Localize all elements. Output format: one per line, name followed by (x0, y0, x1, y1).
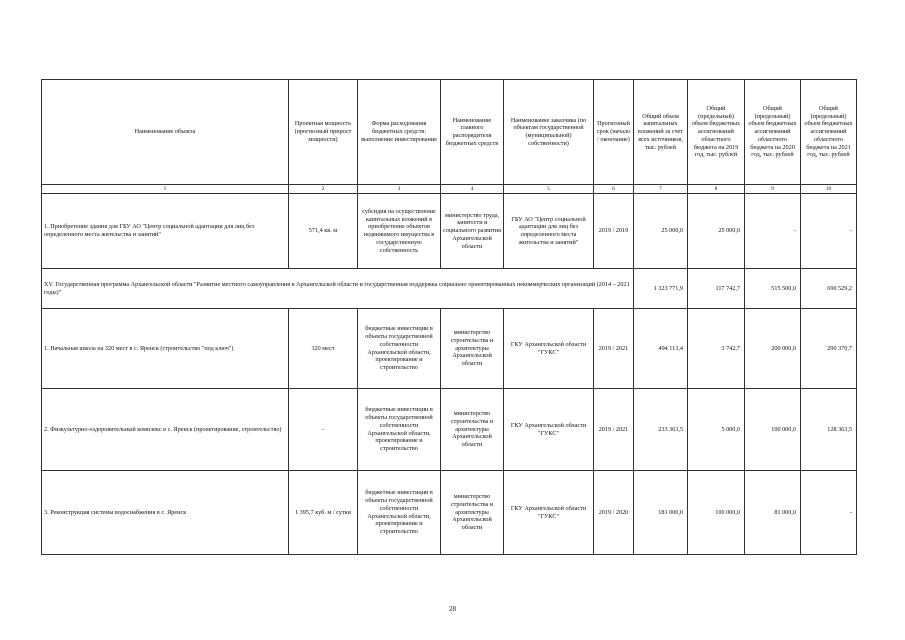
header-name: Наименование объекта (42, 80, 289, 185)
column-index: 10 (801, 185, 857, 194)
page-number: 28 (449, 605, 456, 613)
program-title: XV. Государственная программа Архангельской области "Развитие местного самоуправления в Архангельской области и государственная поддержка социально ориентированных некоммерческих организаций (2014 – 2021 годы)" (42, 269, 634, 309)
object-total: 25 000,0 (634, 194, 688, 269)
object-capacity: - (289, 389, 358, 471)
header-2019: Общий (предельный) объем бюджетных ассигнований областного бюджета на 2019 год, тыс. рублей (688, 80, 745, 185)
object-name: 1. Начальная школа на 320 мест в с. Яренск (строительство "под ключ") (42, 309, 289, 389)
object-term: 2019 / 2019 (594, 194, 634, 269)
object-2019: 25 000,0 (688, 194, 745, 269)
object-name: 3. Реконструкция системы водоснабжения в с. Яренск (42, 471, 289, 555)
column-index: 5 (504, 185, 594, 194)
object-capacity: 1 395,7 куб. м / сутки (289, 471, 358, 555)
object-form: бюджетные инвестиции в объекты государственной собственности Архангельской области, проектирование и строительство (358, 309, 441, 389)
column-index: 3 (358, 185, 441, 194)
object-manager: министерство труда, занятости и социального развития Архангельской области (441, 194, 504, 269)
program-2019: 117 742,7 (688, 269, 745, 309)
column-index: 1 (42, 185, 289, 194)
object-form: бюджетные инвестиции в объекты государственной собственности Архангельской области, проектирование и строительство (358, 389, 441, 471)
object-2019: 5 000,0 (688, 389, 745, 471)
object-2020: - (745, 194, 801, 269)
column-index: 7 (634, 185, 688, 194)
object-manager: министерство строительства и архитектуры Архангельской области (441, 471, 504, 555)
object-2020: 200 000,0 (745, 309, 801, 389)
object-name: 2. Физкультурно-оздоровительный комплекс в с. Яренск (проектирование, строительство) (42, 389, 289, 471)
program-2021: 690 529,2 (801, 269, 857, 309)
object-form: бюджетные инвестиции в объекты государственной собственности Архангельской области, проектирование и строительство (358, 471, 441, 555)
object-total: 181 000,0 (634, 471, 688, 555)
object-2021: 128 363,5 (801, 389, 857, 471)
object-capacity: 320 мест (289, 309, 358, 389)
column-index: 4 (441, 185, 504, 194)
header-term: Прогнозный срок (начало / окончание) (594, 80, 634, 185)
program-2020: 515 500,0 (745, 269, 801, 309)
capital-investment-table (41, 79, 857, 555)
object-manager: министерство строительства и архитектуры Архангельской области (441, 309, 504, 389)
table-header-row (42, 80, 857, 185)
object-term: 2019 / 2020 (594, 471, 634, 555)
object-customer: ГКУ Архангельской области "ГУКС" (504, 471, 594, 555)
program-row (42, 269, 857, 309)
column-index: 9 (745, 185, 801, 194)
object-2021: 290 370,7 (801, 309, 857, 389)
object-2021: - (801, 194, 857, 269)
object-2019: 3 742,7 (688, 309, 745, 389)
column-index-row (42, 185, 857, 194)
header-form: Форма расходования бюджетных средств: выполнение инвестирование (358, 80, 441, 185)
object-term: 2019 / 2021 (594, 309, 634, 389)
object-customer: ГБУ АО "Центр социальной адаптации для лиц без определенного места жительства и занятий" (504, 194, 594, 269)
object-2019: 100 000,0 (688, 471, 745, 555)
table-row (42, 389, 857, 471)
object-customer: ГКУ Архангельской области "ГУКС" (504, 389, 594, 471)
header-customer: Наименование заказчика (по объектам государственной (муниципальной) собственности) (504, 80, 594, 185)
object-total: 494 113,4 (634, 309, 688, 389)
table-row (42, 471, 857, 555)
header-2021: Общий (предельный) объем бюджетных ассигнований областного бюджета на 2021 год, тыс. рублей (801, 80, 857, 185)
header-capacity: Проектная мощность (прогнозный прирост мощности) (289, 80, 358, 185)
object-manager: министерство строительства и архитектуры Архангельской области (441, 389, 504, 471)
column-index: 6 (594, 185, 634, 194)
object-capacity: 571,4 кв. м (289, 194, 358, 269)
table-row (42, 309, 857, 389)
table-row (42, 194, 857, 269)
object-2020: 81 000,0 (745, 471, 801, 555)
object-customer: ГКУ Архангельской области "ГУКС" (504, 309, 594, 389)
object-form: субсидия на осуществление капитальных вложений в приобретение объектов недвижимого имущества в государственную собственность (358, 194, 441, 269)
column-index: 8 (688, 185, 745, 194)
object-2021: - (801, 471, 857, 555)
column-index: 2 (289, 185, 358, 194)
program-total: 1 323 771,9 (634, 269, 688, 309)
header-manager: Наименование главного распорядителя бюджетных средств (441, 80, 504, 185)
header-2020: Общий (предельный) объем бюджетных ассигнований областного бюджета на 2020 год, тыс. рублей (745, 80, 801, 185)
header-total: Общий объем капитальных вложений за счет всех источников, тыс. рублей (634, 80, 688, 185)
object-2020: 100 000,0 (745, 389, 801, 471)
object-term: 2019 / 2021 (594, 389, 634, 471)
object-total: 233 363,5 (634, 389, 688, 471)
object-name: 1. Приобретение здания для ГБУ АО "Центр социальной адаптации для лиц без определенного места жительства и занятий" (42, 194, 289, 269)
